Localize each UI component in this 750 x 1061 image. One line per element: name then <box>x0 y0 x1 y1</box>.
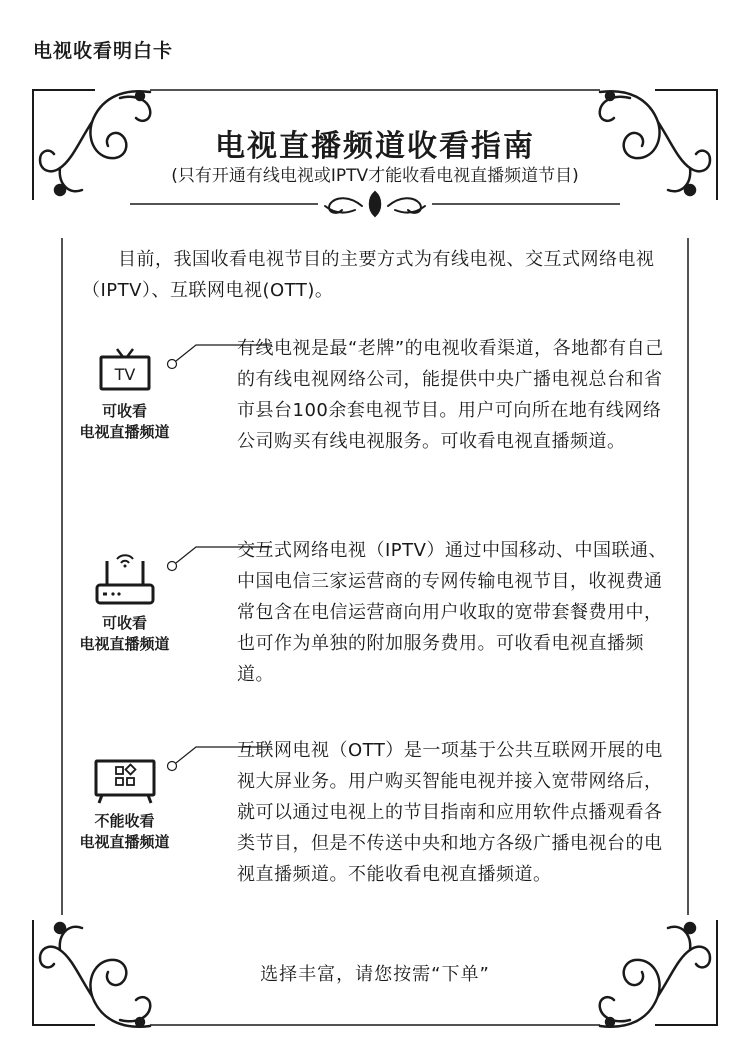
center-ornament <box>325 192 425 216</box>
router-icon <box>93 547 157 609</box>
section-caption-line2: 电视直播频道 <box>79 833 170 851</box>
section-caption-line1: 不能收看 <box>94 812 155 830</box>
section-description: 交互式网络电视（IPTV）通过中国移动、中国联通、中国电信三家运营商的专网传输电视节目，收视费通常包含在电信运营商向用户收取的宽带套餐费用中，也可作为单独的附加服务费用。可收看电视直播频道。 <box>237 540 667 685</box>
section-icon-block <box>62 547 187 655</box>
section-caption-line1: 可收看 <box>101 614 147 632</box>
intro-paragraph: 目前，我国收看电视节目的主要方式为有线电视、交互式网络电视（IPTV）、互联网电视(OTT)。 <box>82 249 655 301</box>
smart-tv-icon <box>92 757 158 807</box>
section-caption-line1: 可收看 <box>101 402 147 420</box>
tv-icon <box>97 345 153 395</box>
section-description: 有线电视是最“老牌”的电视收看渠道，各地都有自己的有线电视网络公司，能提供中央广播电视总台和省市县台100余套电视节目。用户可向所在地有线网络公司购买有线电视服务。可收看电视直播频道。 <box>237 338 664 452</box>
section-caption-line2: 电视直播频道 <box>79 635 170 653</box>
section-description: 互联网电视（OTT）是一项基于公共互联网开展的电视大屏业务。用户购买智能电视并接入宽带网络后，就可以通过电视上的节目指南和应用软件点播观看各类节目，但是不传送中央和地方各级广播电视台的电视直播频道。不能收看电视直播频道。 <box>237 740 663 885</box>
footer-text: 选择丰富，请您按需“下单” <box>260 964 490 985</box>
guide-subtitle: (只有开通有线电视或IPTV才能收看电视直播频道节目) <box>171 166 579 186</box>
section-icon-block <box>62 757 187 853</box>
tv-icon-text: TV <box>114 365 135 384</box>
page-label: 电视收看明白卡 <box>33 40 174 62</box>
section-icon-block <box>62 345 187 443</box>
guide-title: 电视直播频道收看指南 <box>215 129 535 164</box>
section-caption-line2: 电视直播频道 <box>79 423 170 441</box>
